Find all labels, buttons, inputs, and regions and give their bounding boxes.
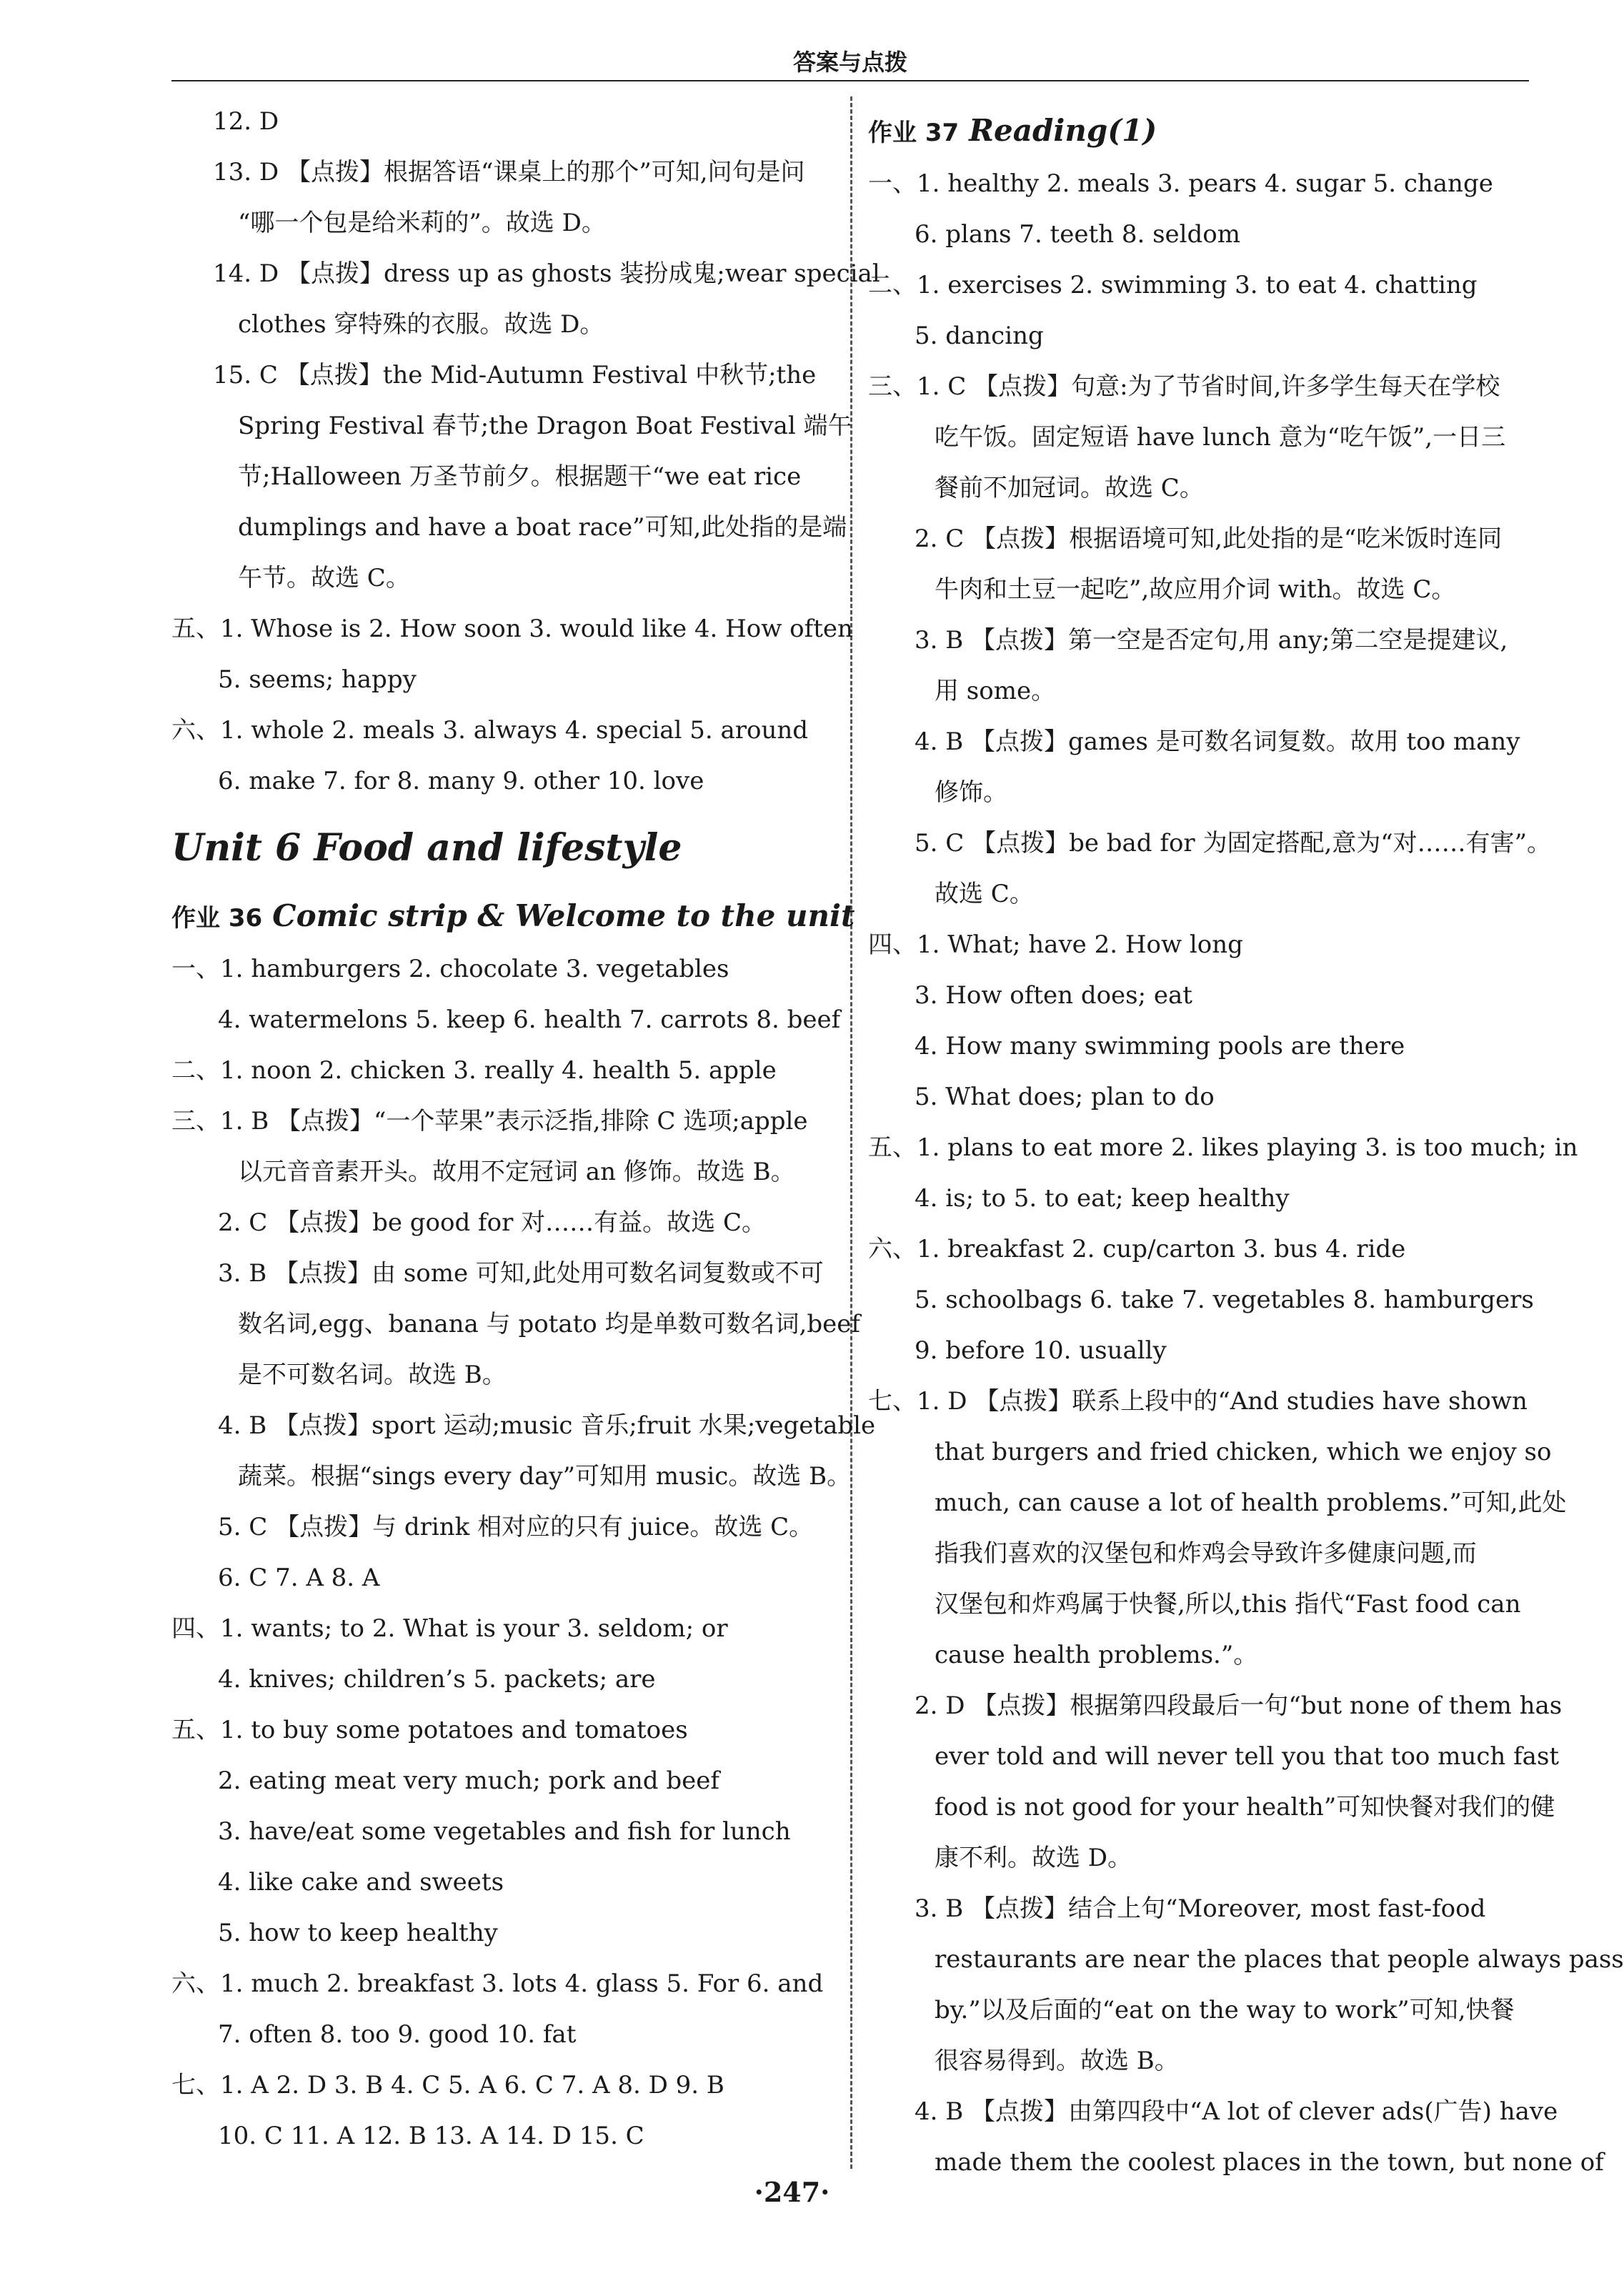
answer-line: 一、1. hamburgers 2. chocolate 3. vegetables <box>171 955 729 983</box>
section-name: Comic strip & Welcome to the unit <box>272 898 855 933</box>
answer-line: that burgers and fried chicken, which we enjoy so <box>935 1438 1552 1466</box>
answer-line: 5. schoolbags 6. take 7. vegetables 8. hamburgers <box>915 1286 1534 1314</box>
answer-line: 修饰。 <box>935 778 1007 807</box>
answer-line: 2. C 【点拨】根据语境可知,此处指的是“吃米饭时连同 <box>915 525 1503 553</box>
answer-line: 是不可数名词。故选 B。 <box>238 1361 507 1389</box>
answer-line: by.”以及后面的“eat on the way to work”可知,快餐 <box>935 1996 1515 2024</box>
answer-line: Spring Festival 春节;the Dragon Boat Festival 端午 <box>238 412 852 440</box>
answer-line: 一、1. healthy 2. meals 3. pears 4. sugar 5. change <box>868 169 1493 198</box>
answer-line: 10. C 11. A 12. B 13. A 14. D 15. C <box>218 2122 644 2150</box>
answer-line: 6. make 7. for 8. many 9. other 10. love <box>218 767 704 795</box>
answer-line: 汉堡包和炸鸡属于快餐,所以,this 指代“Fast food can <box>935 1590 1521 1619</box>
answer-line: 七、1. A 2. D 3. B 4. C 5. A 6. C 7. A 8. D 9. B <box>171 2071 724 2099</box>
answer-line: 二、1. exercises 2. swimming 3. to eat 4. chatting <box>868 271 1478 299</box>
answer-line: 4. is; to 5. to eat; keep healthy <box>915 1184 1290 1213</box>
section-title <box>171 882 855 944</box>
answer-line: 蔬菜。根据“sings every day”可知用 music。故选 B。 <box>238 1462 852 1491</box>
answer-line: 4. B 【点拨】由第四段中“A lot of clever ads(广告) have <box>915 2097 1558 2126</box>
answer-line: 4. B 【点拨】sport 运动;music 音乐;fruit 水果;vegetable <box>218 1411 876 1440</box>
answer-line: 餐前不加冠词。故选 C。 <box>935 474 1204 502</box>
page-header: 答案与点拨 <box>792 49 907 76</box>
answer-line: 七、1. D 【点拨】联系上段中的“And studies have shown <box>868 1387 1528 1416</box>
answer-line: 三、1. B 【点拨】“一个苹果”表示泛指,排除 C 选项;apple <box>171 1107 808 1135</box>
answer-line: clothes 穿特殊的衣服。故选 D。 <box>238 310 604 339</box>
answer-line: 5. how to keep healthy <box>218 1919 498 1947</box>
answer-line: 2. C 【点拨】be good for 对……有益。故选 C。 <box>218 1208 766 1237</box>
answer-line: 7. often 8. too 9. good 10. fat <box>218 2020 577 2049</box>
answer-line: 很容易得到。故选 B。 <box>935 2047 1179 2075</box>
answer-line: 五、1. to buy some potatoes and tomatoes <box>171 1716 688 1744</box>
header-rule <box>171 80 1529 81</box>
answer-line: 4. B 【点拨】games 是可数名词复数。故用 too many <box>915 727 1520 756</box>
answer-line: 5. seems; happy <box>218 665 417 694</box>
answer-line: 3. B 【点拨】结合上句“Moreover, most fast-food <box>915 1894 1486 1923</box>
section-name: Reading(1) <box>969 113 1157 148</box>
answer-line: 六、1. whole 2. meals 3. always 4. special 5. around <box>171 716 809 745</box>
answer-line: 4. like cake and sweets <box>218 1868 504 1897</box>
answer-line: 3. have/eat some vegetables and fish for lunch <box>218 1817 791 1846</box>
answer-line: 三、1. C 【点拨】句意:为了节省时间,许多学生每天在学校 <box>868 372 1500 401</box>
answer-line: 4. knives; children’s 5. packets; are <box>218 1665 656 1694</box>
answer-line: much, can cause a lot of health problems.”可知,此处 <box>935 1489 1567 1517</box>
answer-line: 12. D <box>213 107 279 136</box>
answer-line: 5. C 【点拨】与 drink 相对应的只有 juice。故选 C。 <box>218 1513 814 1541</box>
section-label: 作业 37 <box>868 119 960 147</box>
answer-line: 节;Halloween 万圣节前夕。根据题干“we eat rice <box>238 462 802 491</box>
answer-line: 四、1. What; have 2. How long <box>868 930 1243 959</box>
answer-line: 4. How many swimming pools are there <box>915 1032 1405 1060</box>
answer-line: cause health problems.”。 <box>935 1641 1258 1669</box>
answer-line: 六、1. breakfast 2. cup/carton 3. bus 4. ride <box>868 1235 1406 1263</box>
answer-line: 故选 C。 <box>935 880 1034 908</box>
section-label: 作业 36 <box>171 904 263 933</box>
answer-line: 9. before 10. usually <box>915 1336 1167 1365</box>
answer-line: ever told and will never tell you that too much fast <box>935 1742 1560 1771</box>
answer-line: 六、1. much 2. breakfast 3. lots 4. glass 5. For 6. and <box>171 1969 824 1998</box>
answer-line: 2. D 【点拨】根据第四段最后一句“but none of them has <box>915 1691 1563 1720</box>
answer-line: 用 some。 <box>935 677 1056 705</box>
answer-line: 5. C 【点拨】be bad for 为固定搭配,意为“对……有害”。 <box>915 829 1552 858</box>
answer-line: 五、1. Whose is 2. How soon 3. would like 4. How often <box>171 615 853 643</box>
answer-line: 13. D 【点拨】根据答语“课桌上的那个”可知,问句是问 <box>213 158 805 187</box>
answer-line: dumplings and have a boat race”可知,此处指的是端 <box>238 513 847 542</box>
answer-line: 5. dancing <box>915 322 1044 350</box>
answer-line: 指我们喜欢的汉堡包和炸鸡会导致许多健康问题,而 <box>935 1539 1477 1568</box>
answer-line: “哪一个包是给米莉的”。故选 D。 <box>238 209 606 237</box>
answer-line: 14. D 【点拨】dress up as ghosts 装扮成鬼;wear special <box>213 259 880 288</box>
answer-line: 15. C 【点拨】the Mid-Autumn Festival 中秋节;the <box>213 361 817 389</box>
answer-line: 康不利。故选 D。 <box>935 1844 1132 1872</box>
answer-line: 数名词,egg、banana 与 potato 均是单数可数名词,beef <box>238 1310 860 1338</box>
answer-line: 牛肉和土豆一起吃”,故应用介词 with。故选 C。 <box>935 575 1456 604</box>
unit-title: Unit 6 Food and lifestyle <box>171 826 682 870</box>
answer-line: 3. How often does; eat <box>915 981 1192 1010</box>
answer-line: made them the coolest places in the town, but none of <box>935 2148 1604 2177</box>
left-column <box>171 96 880 2162</box>
answer-line: 6. plans 7. teeth 8. seldom <box>915 220 1240 249</box>
answer-line: 5. What does; plan to do <box>915 1083 1215 1111</box>
answer-line: 4. watermelons 5. keep 6. health 7. carrots 8. beef <box>218 1005 841 1034</box>
answer-line: food is not good for your health”可知快餐对我们的健 <box>935 1793 1555 1822</box>
answer-line: 吃午饭。固定短语 have lunch 意为“吃午饭”,一日三 <box>935 423 1506 452</box>
answer-line: 6. C 7. A 8. A <box>218 1564 380 1592</box>
answer-line: 2. eating meat very much; pork and beef <box>218 1766 719 1795</box>
answer-line: restaurants are near the places that people always pass <box>935 1945 1624 1974</box>
answer-line: 3. B 【点拨】由 some 可知,此处用可数名词复数或不可 <box>218 1259 824 1288</box>
answer-line: 五、1. plans to eat more 2. likes playing 3. is too much; in <box>868 1133 1578 1162</box>
right-column <box>868 96 1624 2188</box>
answer-line: 3. B 【点拨】第一空是否定句,用 any;第二空是提建议, <box>915 626 1508 655</box>
answer-line: 四、1. wants; to 2. What is your 3. seldom; or <box>171 1614 728 1643</box>
answer-line: 午节。故选 C。 <box>238 564 410 592</box>
answer-line: 以元音音素开头。故用不定冠词 an 修饰。故选 B。 <box>238 1158 795 1186</box>
page-number: ·247· <box>754 2176 830 2208</box>
answer-line: 二、1. noon 2. chicken 3. really 4. health 5. apple <box>171 1056 777 1085</box>
section-title <box>868 96 1533 159</box>
